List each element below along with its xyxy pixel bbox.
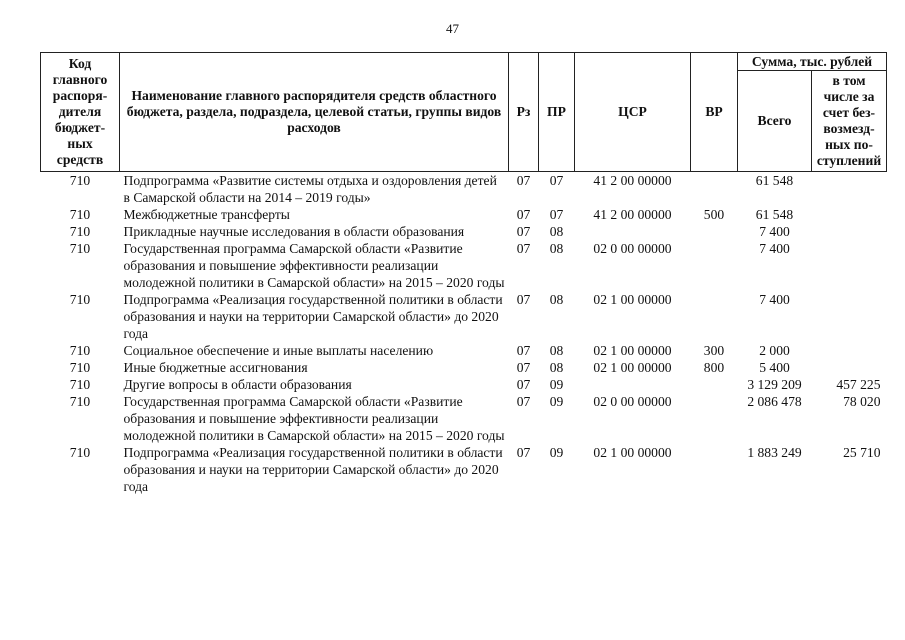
cell-code: 710: [69, 207, 91, 222]
cell-rz: 07: [516, 394, 531, 409]
cell-pr: 08: [549, 224, 564, 239]
cell-pr: 08: [549, 292, 564, 307]
cell-csr: 41 2 00 00000: [593, 173, 672, 188]
header-gift: в том числе за счет без-возмезд-ных по-ступлений: [812, 71, 887, 172]
table-header: [41, 53, 887, 172]
cell-name: Прикладные научные исследования в области образования: [123, 224, 465, 239]
table-row: [41, 359, 887, 376]
cell-rz: 07: [516, 360, 531, 375]
cell-csr: 41 2 00 00000: [593, 207, 672, 222]
header-total: Всего: [738, 71, 812, 172]
cell-name: Подпрограмма «Развитие системы отдыха и оздоровления детей в Самарской области на 2014 – 2019 годы»: [123, 173, 497, 205]
cell-name: Межбюджетные трансферты: [123, 207, 290, 222]
cell-vr: [691, 393, 738, 444]
cell-vr: [691, 444, 738, 495]
cell-pr: 09: [549, 445, 564, 460]
cell-total: 1 883 249: [747, 445, 802, 460]
header-pr: ПР: [539, 53, 575, 172]
cell-name: Подпрограмма «Реализация государственной политики в области образования и науки на территории Самарской области» до 2020 года: [123, 292, 503, 341]
cell-csr: 02 0 00 00000: [593, 241, 672, 256]
cell-csr: 02 1 00 00000: [593, 360, 672, 375]
cell-name: Иные бюджетные ассигнования: [123, 360, 308, 375]
cell-rz: 07: [516, 173, 531, 188]
budget-table: [40, 52, 887, 495]
cell-pr: 08: [549, 343, 564, 358]
header-sum-group: Сумма, тыс. рублей: [738, 53, 887, 71]
cell-name: Государственная программа Самарской области «Развитие образования и повышение эффективности реализации молодежной политики в Самарской области» на 2015 – 2020 годы: [123, 241, 505, 290]
cell-csr: [575, 376, 691, 393]
cell-code: 710: [69, 360, 91, 375]
cell-code: 710: [69, 377, 91, 392]
cell-pr: 08: [549, 241, 564, 256]
cell-gift: 457 225: [836, 377, 881, 392]
cell-code: 710: [69, 394, 91, 409]
table-row: [41, 342, 887, 359]
table-body: [41, 172, 887, 496]
cell-gift: 25 710: [843, 445, 881, 460]
cell-name: Государственная программа Самарской области «Развитие образования и повышение эффективности реализации молодежной политики в Самарской области» на 2015 – 2020 годы: [123, 394, 505, 443]
page-number: 47: [446, 21, 459, 36]
header-rz: Рз: [509, 53, 539, 172]
cell-code: 710: [69, 224, 91, 239]
cell-csr: 02 1 00 00000: [593, 343, 672, 358]
cell-total: 5 400: [759, 360, 790, 375]
cell-total: 7 400: [759, 241, 790, 256]
cell-vr: 500: [703, 207, 725, 222]
cell-csr: 02 0 00 00000: [593, 394, 672, 409]
header-csr: ЦСР: [575, 53, 691, 172]
cell-name: Социальное обеспечение и иные выплаты населению: [123, 343, 434, 358]
cell-rz: 07: [516, 224, 531, 239]
cell-gift: [812, 342, 887, 359]
cell-csr: [575, 223, 691, 240]
cell-rz: 07: [516, 445, 531, 460]
table-row: [41, 376, 887, 393]
cell-pr: 09: [549, 394, 564, 409]
cell-gift: [812, 223, 887, 240]
cell-total: 61 548: [755, 207, 794, 222]
table-row: [41, 223, 887, 240]
header-code: Код главного распоря-дителя бюджет-ных средств: [41, 53, 120, 172]
cell-total: 2 000: [759, 343, 790, 358]
table-row: [41, 206, 887, 223]
cell-rz: 07: [516, 377, 531, 392]
header-name: Наименование главного распорядителя средств областного бюджета, раздела, подраздела, целевой статьи, группы видов расходов: [120, 53, 509, 172]
cell-csr: 02 1 00 00000: [593, 445, 672, 460]
cell-rz: 07: [516, 343, 531, 358]
cell-vr: 800: [703, 360, 725, 375]
cell-pr: 09: [549, 377, 564, 392]
cell-gift: [812, 206, 887, 223]
cell-code: 710: [69, 445, 91, 460]
cell-gift: 78 020: [843, 394, 881, 409]
cell-code: 710: [69, 343, 91, 358]
cell-pr: 07: [549, 207, 564, 222]
table-row: [41, 393, 887, 444]
cell-total: 61 548: [755, 173, 794, 188]
cell-code: 710: [69, 173, 91, 188]
cell-rz: 07: [516, 292, 531, 307]
cell-vr: [691, 223, 738, 240]
cell-gift: [812, 240, 887, 291]
cell-gift: [812, 172, 887, 207]
cell-csr: 02 1 00 00000: [593, 292, 672, 307]
header-vr: ВР: [691, 53, 738, 172]
cell-code: 710: [69, 292, 91, 307]
cell-pr: 07: [549, 173, 564, 188]
cell-pr: 08: [549, 360, 564, 375]
cell-total: 7 400: [759, 292, 790, 307]
cell-gift: [812, 291, 887, 342]
cell-rz: 07: [516, 207, 531, 222]
cell-rz: 07: [516, 241, 531, 256]
cell-vr: [691, 240, 738, 291]
table-row: [41, 240, 887, 291]
cell-total: 3 129 209: [747, 377, 802, 392]
table-row: [41, 291, 887, 342]
table-row: [41, 444, 887, 495]
cell-code: 710: [69, 241, 91, 256]
cell-gift: [812, 359, 887, 376]
cell-total: 2 086 478: [747, 394, 802, 409]
cell-vr: [691, 376, 738, 393]
table-row: [41, 172, 887, 207]
cell-name: Другие вопросы в области образования: [123, 377, 352, 392]
cell-vr: [691, 172, 738, 207]
cell-total: 7 400: [759, 224, 790, 239]
cell-name: Подпрограмма «Реализация государственной политики в области образования и науки на территории Самарской области» до 2020 года: [123, 445, 503, 494]
cell-vr: [691, 291, 738, 342]
cell-vr: 300: [703, 343, 725, 358]
